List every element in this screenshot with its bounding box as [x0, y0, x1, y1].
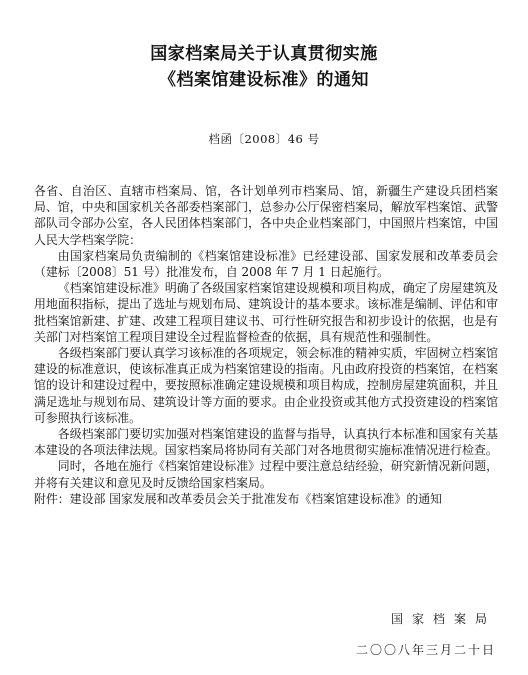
title-line-1: 国家档案局关于认真贯彻实施 [150, 44, 378, 64]
document-body [34, 183, 498, 507]
paragraph-5: 同时，各地在施行《档案馆建设标准》过程中要注意总结经验，研究新情况新问题，并将有关建议和意见及时反馈给国家档案局。 [34, 459, 498, 490]
document-number: 档函〔2008〕46 号 [208, 132, 320, 146]
paragraph-1: 由国家档案局负责编制的《档案馆建设标准》已经建设部、国家发展和改革委员会（建标〔2008〕51 号）批准发布，自 2008 年 7 月 1 日起施行。 [34, 248, 498, 280]
paragraph-3: 各级档案部门要认真学习该标准的各项规定，领会标准的精神实质，牢固树立档案馆建设的标准意识，使该标准真正成为档案馆建设的指南。凡由政府投资的档案馆，在档案馆的设计和建设过程中，要按照标准确定建设规模和项目构成，控制房屋建筑面积，并且满足选址与规划布局、建筑设计等方面的要求。由企业投资或其他方式投资建设的档案馆可参照执行该标准。 [34, 346, 498, 425]
attachment-line: 附件：建设部 国家发展和改革委员会关于批准发布《档案馆建设标准》的通知 [34, 491, 443, 506]
issue-date: 二〇〇八年三月二十日 [355, 643, 496, 657]
issuer-signature: 国家档案局 [390, 612, 496, 626]
addressee: 各省、自治区、直辖市档案局、馆，各计划单列市档案局、馆，新疆生产建设兵团档案局、馆，中央和国家机关各部委档案部门，总参办公厅保密档案局，解放军档案馆、武警部队司令部办公室，各人民团体档案部门，各中央企业档案部门，中国照片档案馆，中国人民大学档案学院： [34, 184, 498, 247]
title-line-2: 《档案馆建设标准》的通知 [159, 70, 369, 90]
paragraph-4: 各级档案部门要切实加强对档案馆建设的监督与指导，认真执行本标准和国家有关基本建设的各项法律法规。国家档案局将协同有关部门对各地贯彻实施标准情况进行检查。 [34, 427, 498, 458]
paragraph-2: 《档案馆建设标准》明确了各级国家档案馆建设规模和项目构成，确定了房屋建筑及用地面积指标，提出了选址与规划布局、建筑设计的基本要求。该标准是编制、评估和审批档案馆新建、扩建、改建工程项目建议书、可行性研究报告和初步设计的依据，也是有关部门对档案馆工程项目建设全过程监督检查的依据，具有规范性和强制性。 [34, 281, 498, 344]
